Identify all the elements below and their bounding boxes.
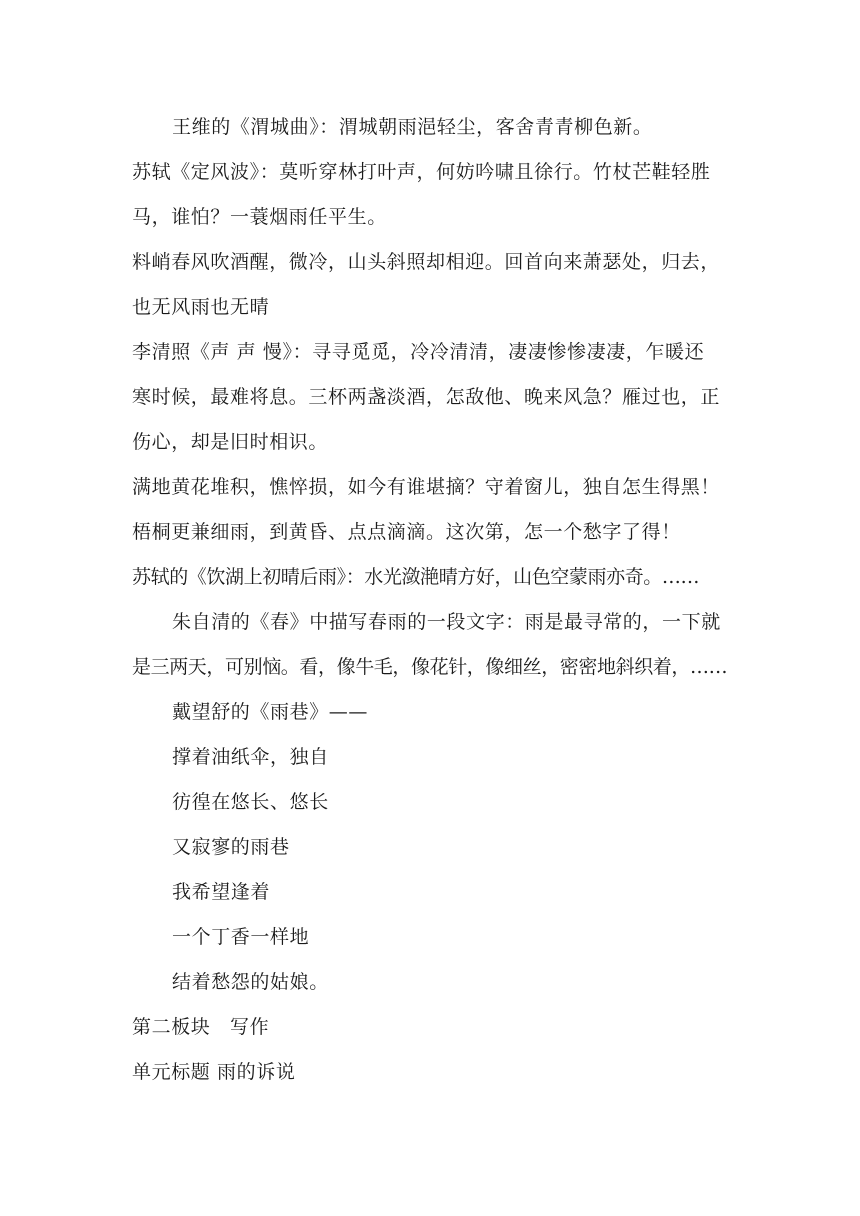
- paragraph-yuxiang-intro: 戴望舒的《雨巷》——: [172, 701, 369, 723]
- paragraph-yinhushang-line: 苏轼的《饮湖上初晴后雨》：水光潋滟晴方好，山色空蒙雨亦奇。……: [132, 566, 700, 588]
- poem-line: 彷徨在悠长、悠长: [172, 791, 329, 813]
- paragraph-shengshengman-line-5: 梧桐更兼细雨，到黄昏、点点滴滴。这次第，怎一个愁字了得！: [132, 521, 681, 543]
- paragraph-wangwei-line: 王维的《渭城曲》：渭城朝雨浥轻尘，客舍青青柳色新。: [172, 116, 653, 138]
- paragraph-shengshengman-line-3: 伤心，却是旧时相识。: [132, 431, 329, 453]
- poem-line: 我希望逢着: [172, 881, 271, 903]
- section-heading-writing: 第二板块 写作: [132, 1016, 270, 1038]
- poem-line: 一个丁香一样地: [172, 926, 310, 948]
- poem-line: 结着愁怨的姑娘。: [172, 971, 329, 993]
- poem-line: 撑着油纸伞，独自: [172, 746, 329, 768]
- poem-line: 又寂寥的雨巷: [172, 836, 290, 858]
- paragraph-shengshengman-line-2: 寒时候，最难将息。三杯两盏淡酒，怎敌他、晚来风急？雁过也，正: [132, 386, 721, 408]
- paragraph-shengshengman-line-4: 满地黄花堆积，憔悴损，如今有谁堪摘？守着窗儿，独自怎生得黑！: [132, 476, 721, 498]
- paragraph-chun-line-1: 朱自清的《春》中描写春雨的一段文字：雨是最寻常的，一下就: [172, 611, 721, 633]
- paragraph-shengshengman-line-1: 李清照《声 声 慢》：寻寻觅觅，冷冷清清，凄凄惨惨凄凄，乍暖还: [132, 341, 705, 363]
- paragraph-dingfengbo-line-3: 料峭春风吹酒醒，微冷，山头斜照却相迎。回首向来萧瑟处，归去，: [132, 251, 721, 273]
- paragraph-dingfengbo-line-1: 苏轼《定风波》：莫听穿林打叶声，何妨吟啸且徐行。竹杖芒鞋轻胜: [132, 161, 711, 183]
- paragraph-dingfengbo-line-2: 马，谁怕？一蓑烟雨任平生。: [132, 206, 387, 228]
- paragraph-chun-line-2: 是三两天，可别恼。看，像牛毛，像花针，像细丝，密密地斜织着，……: [132, 656, 728, 678]
- unit-title: 单元标题 雨的诉说: [132, 1061, 296, 1083]
- paragraph-dingfengbo-line-4: 也无风雨也无晴: [132, 296, 270, 318]
